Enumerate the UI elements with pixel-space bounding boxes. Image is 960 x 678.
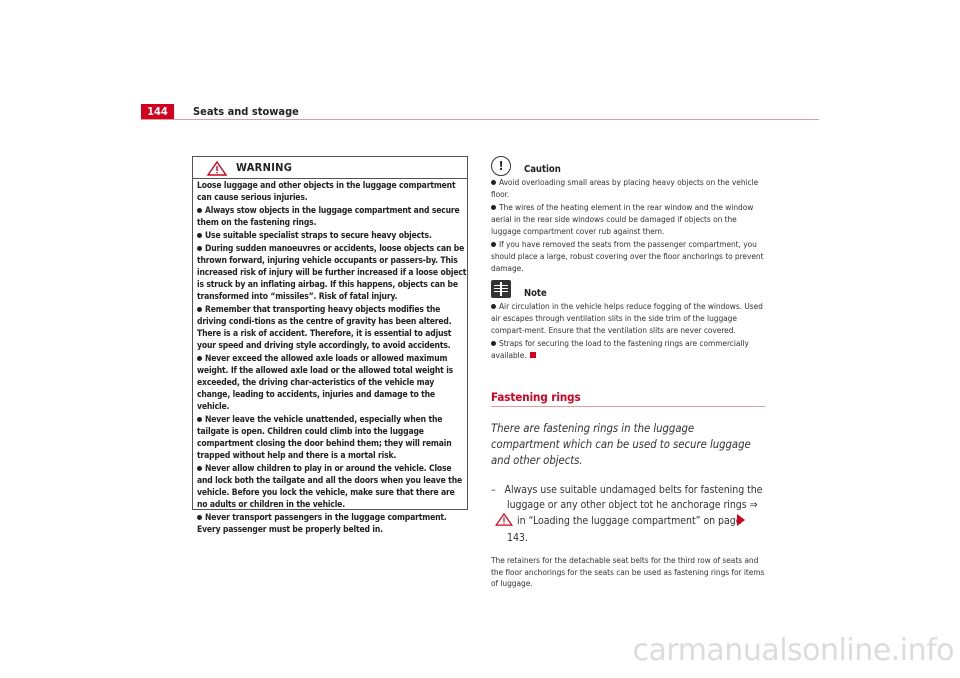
note-title: Note xyxy=(524,288,547,299)
warning-header xyxy=(193,157,467,179)
end-mark-icon xyxy=(530,352,536,358)
book-icon xyxy=(491,280,511,298)
bullet-icon xyxy=(491,304,496,309)
page-number: 144 xyxy=(141,104,174,120)
bullet-icon xyxy=(197,208,202,213)
warning-body xyxy=(197,180,467,537)
list-item: Never leave the vehicle unattended, especially when the tailgate is open. Children could climb into the luggage compartment closing the door behind them; they will remain trapped without help and there is a mortal risk. xyxy=(197,415,452,461)
list-item: Use suitable specialist straps to secure heavy objects. xyxy=(197,230,467,242)
bullet-icon xyxy=(491,242,496,247)
bullet-icon xyxy=(197,246,202,251)
caution-header xyxy=(491,156,765,176)
warning-box xyxy=(192,156,468,535)
list-item: Never allow children to play in or around the vehicle. Close and lock both the tailgate and all the doors when you leave the vehicle. Before you lock the vehicle, make sure that there are no adults or children in the vehicle. xyxy=(197,464,463,510)
watermark: carmanualsonline.info xyxy=(632,633,954,668)
list-item: Straps for securing the load to the fastening rings are commercially available. xyxy=(491,338,749,360)
list-item: During sudden manoeuvres or accidents, loose objects can be thrown forward, injuring vehicle occupants or passers-by. This increased risk of injury will be further increased if a loose object is struck by an inflating airbag. If this happens, objects can be transformed into “missiles”. Risk of fatal injury. xyxy=(197,244,467,302)
list-item: Avoid overloading small areas by placing heavy objects on the vehicle floor. xyxy=(491,177,759,199)
bullet-icon xyxy=(491,180,496,185)
list-item: Never transport passengers in the luggage compartment. Every passenger must be properly belted in. xyxy=(197,513,447,535)
list-item: If you have removed the seats from the passenger compartment, you should place a large, robust covering over the floor anchorings to prevent damage. xyxy=(491,239,764,273)
cross-reference-arrow[interactable]: ⇒ xyxy=(749,499,758,511)
list-item: The wires of the heating element in the rear window and the window aerial in the rear side windows could be damaged if objects on the luggage compartment cover rub against them. xyxy=(491,202,754,236)
header-rule xyxy=(141,119,819,120)
section-title: Fastening rings xyxy=(491,391,765,407)
bullet-icon xyxy=(491,341,496,346)
note-header xyxy=(491,280,765,300)
warning-triangle-icon xyxy=(207,161,227,180)
warning-triangle-icon xyxy=(511,513,513,531)
list-item: Air circulation in the vehicle helps reduce fogging of the windows. Used air escapes through ventilation slits in the side trim of the luggage compart-ment. Ensure that the ventilation slits are never covered. xyxy=(491,301,763,335)
bullet-icon xyxy=(491,205,496,210)
list-item: Remember that transporting heavy objects modifies the driving condi-tions as the centre of gravity has been altered. There is a risk of accident. Therefore, it is essential to adjust your speed and driving style accordingly, to avoid accidents. xyxy=(197,305,452,351)
next-page-arrow-icon[interactable] xyxy=(737,514,745,526)
retainers-text: The retainers for the detachable seat belts for the third row of seats and the floor anchorings for the seats can be used as fastening rings for items of luggage. xyxy=(491,555,765,588)
action-step: – Always use suitable undamaged belts for fastening the luggage or any other object tot he anchorage rings ⇒in “Loading the luggage compartment” on page 143. xyxy=(491,484,763,544)
bullet-icon xyxy=(197,515,202,520)
page-title: Seats and stowage xyxy=(193,105,299,118)
bullet-icon xyxy=(197,233,202,238)
exclamation-circle-icon: ! xyxy=(491,156,511,176)
bullet-icon xyxy=(197,356,202,361)
list-item: Never exceed the allowed axle loads or allowed maximum weight. If the allowed axle load or the allowed total weight is exceeded, the driving char-acteristics of the vehicle may change, leading to accidents, injuries and damage to the vehicle. xyxy=(197,354,454,412)
bullet-icon xyxy=(197,417,202,422)
bullet-icon xyxy=(197,466,202,471)
warning-title: WARNING xyxy=(236,161,293,174)
bullet-icon xyxy=(197,307,202,312)
section-subtitle: There are fastening rings in the luggage compartment which can be used to secure luggage and other objects. xyxy=(491,422,751,467)
warning-intro: Loose luggage and other objects in the luggage compartment can cause serious injuries. xyxy=(197,181,456,203)
right-column xyxy=(491,156,765,590)
list-item: Always stow objects in the luggage compartment and secure them on the fastening rings. xyxy=(197,206,460,228)
caution-title: Caution xyxy=(524,164,561,175)
